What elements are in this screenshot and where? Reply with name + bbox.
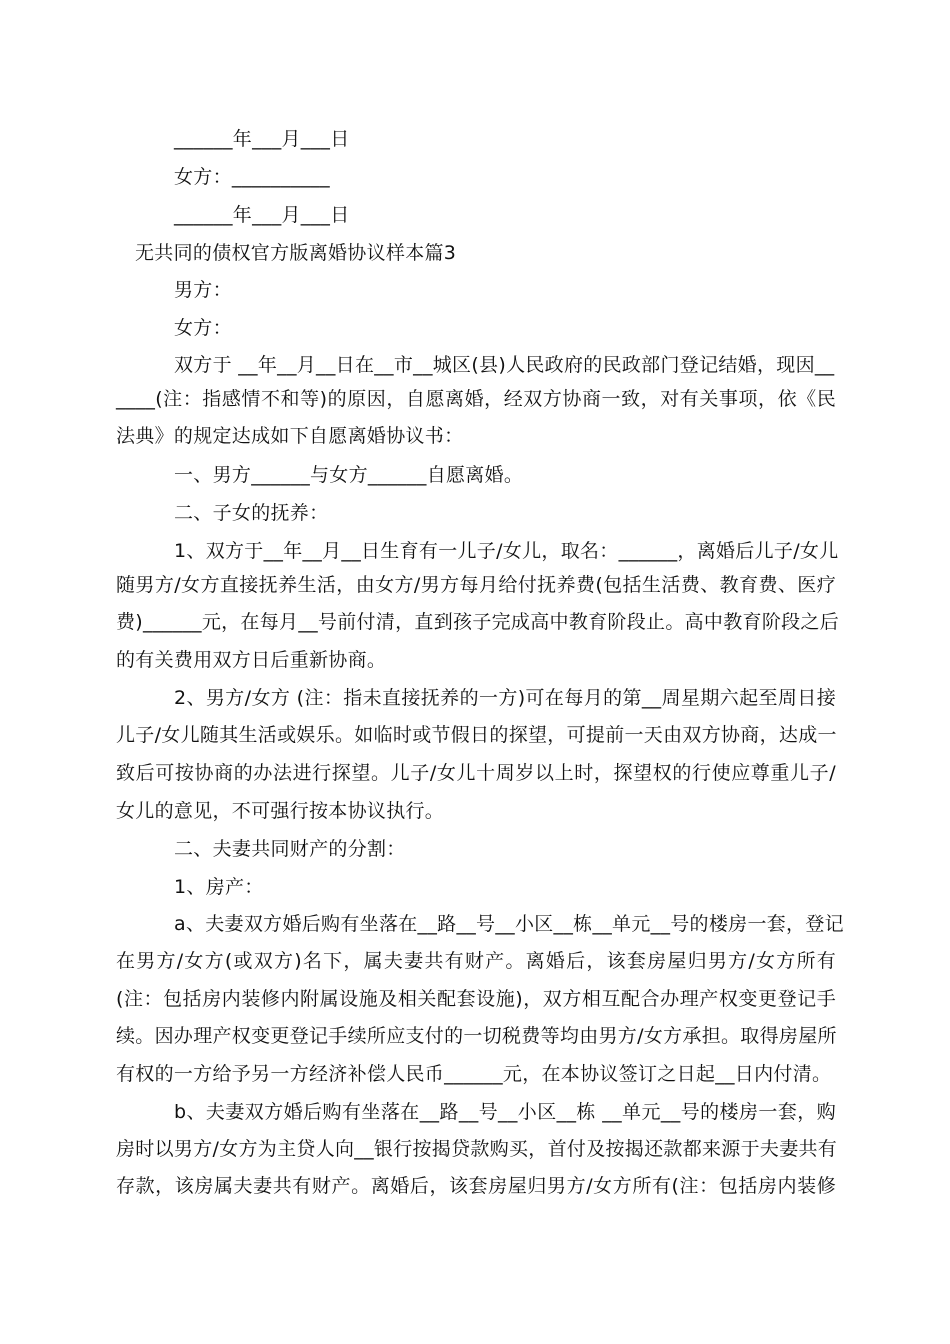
- paragraph-line: 的有关费用双方日后重新协商。: [116, 649, 387, 671]
- paragraph-line: 有权的一方给予另一方经济补偿人民币______元，在本协议签订之日起__日内付清。: [116, 1063, 832, 1085]
- clause-heading-custody: 二、子女的抚养：: [174, 502, 329, 524]
- paragraph-line: 儿子/女儿随其生活或娱乐。如临时或节假日的探望，可提前一天由双方协商，达成一: [116, 724, 837, 746]
- paragraph-line: a、夫妻双方婚后购有坐落在__路__号__小区__栋__单元__号的楼房一套，登记: [174, 913, 844, 935]
- paragraph-line: 双方于 __年__月__日在__市__城区(县)人民政府的民政部门登记结婚，现因__: [174, 354, 835, 376]
- date-blank-line: ______年___月___日: [174, 128, 350, 150]
- wife-label: 女方：: [174, 317, 232, 339]
- paragraph-line: 续。因办理产权变更登记手续所应支付的一切税费等均由男方/女方承担。取得房屋所: [116, 1025, 837, 1047]
- paragraph-line: 女儿的意见，不可强行按本协议执行。: [116, 800, 445, 822]
- date-blank-line: ______年___月___日: [174, 204, 350, 226]
- clause-divorce: 一、男方______与女方______自愿离婚。: [174, 464, 524, 486]
- clause-heading-property: 二、夫妻共同财产的分割：: [174, 838, 406, 860]
- paragraph-line: 房时以男方/女方为主贷人向__银行按揭贷款购买，首付及按揭还款都来源于夫妻共有: [116, 1138, 838, 1160]
- paragraph-line: 在男方/女方(或双方)名下，属夫妻共有财产。离婚后，该套房屋归男方/女方所有: [116, 950, 836, 972]
- paragraph-line: 费)______元，在每月__号前付清，直到孩子完成高中教育阶段止。高中教育阶段之后: [116, 611, 840, 633]
- paragraph-line: ____(注：指感情不和等)的原因，自愿离婚，经双方协商一致，对有关事项，依《民: [116, 388, 836, 410]
- clause-heading-house: 1、房产：: [174, 876, 264, 898]
- wife-signature-line: 女方：__________: [174, 166, 330, 188]
- paragraph-line: b、夫妻双方婚后购有坐落在__路__号__小区__栋 __单元__号的楼房一套，购: [174, 1101, 836, 1123]
- paragraph-line: 1、双方于__年__月__日生育有一儿子/女儿，取名：______，离婚后儿子/女儿: [174, 540, 839, 562]
- section-heading: 无共同的债权官方版离婚协议样本篇3: [135, 242, 457, 264]
- paragraph-line: (注：包括房内装修内附属设施及相关配套设施)，双方相互配合办理产权变更登记手: [116, 988, 836, 1010]
- husband-label: 男方：: [174, 279, 232, 301]
- paragraph-line: 2、男方/女方 (注：指未直接抚养的一方)可在每月的第__周星期六起至周日接: [174, 687, 836, 709]
- paragraph-line: 致后可按协商的办法进行探望。儿子/女儿十周岁以上时，探望权的行使应尊重儿子/: [116, 762, 836, 784]
- paragraph-line: 存款，该房属夫妻共有财产。离婚后，该套房屋归男方/女方所有(注：包括房内装修: [116, 1175, 836, 1197]
- paragraph-line: 随男方/女方直接抚养生活，由女方/男方每月给付抚养费(包括生活费、教育费、医疗: [116, 574, 836, 596]
- paragraph-line: 法典》的规定达成如下自愿离婚协议书：: [116, 425, 464, 447]
